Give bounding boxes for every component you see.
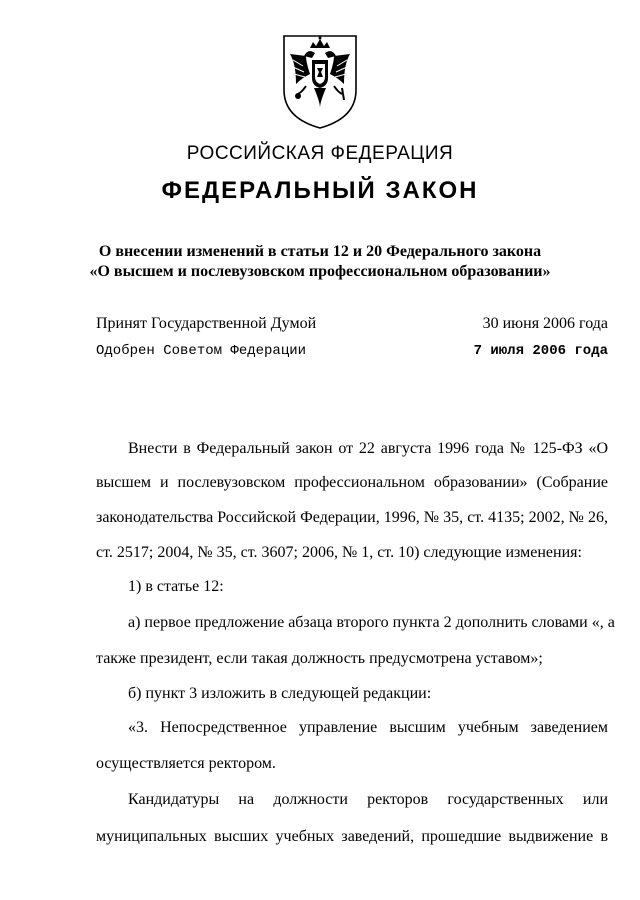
council-date: 7 июля 2006 года xyxy=(473,343,608,359)
document-type-heading: ФЕДЕРАЛЬНЫЙ ЗАКОН xyxy=(161,177,479,204)
body-line: Кандидатуры на должности ректоров государственных или xyxy=(128,791,608,808)
country-heading: РОССИЙСКАЯ ФЕДЕРАЦИЯ xyxy=(186,143,454,164)
duma-label: Принят Государственной Думой xyxy=(96,315,317,332)
duma-date: 30 июня 2006 года xyxy=(482,315,608,332)
body-line: осуществляется ректором. xyxy=(96,755,276,772)
body-line: Внести в Федеральный закон от 22 августа 1996 года № 125-ФЗ «О xyxy=(128,440,608,457)
body-line: б) пункт 3 изложить в следующей редакции: xyxy=(128,685,432,702)
body-line: также президент, если такая должность предусмотрена уставом»; xyxy=(96,650,543,667)
council-label: Одобрен Советом Федерации xyxy=(96,343,307,359)
body-line: законодательства Российской Федерации, 1996, № 35, ст. 4135; 2002, № 26, xyxy=(96,509,608,526)
body-line: 1) в статье 12: xyxy=(128,578,224,595)
body-line: высшем и послевузовском профессиональном образовании» (Собрание xyxy=(96,474,608,491)
body-line: «3. Непосредственное управление высшим учебным заведением xyxy=(128,719,608,736)
body-line: а) первое предложение абзаца второго пункта 2 дополнить словами «, а xyxy=(128,614,615,631)
law-title-line: О внесении изменений в статьи 12 и 20 Федерального закона xyxy=(98,243,542,260)
law-title-line: «О высшем и послевузовском профессиональном образовании» xyxy=(89,263,551,280)
duma-adoption-line xyxy=(96,315,608,335)
law-title xyxy=(0,242,640,282)
council-approval-line xyxy=(96,343,608,363)
body-line: ст. 2517; 2004, № 35, ст. 3607; 2006, № 1, ст. 10) следующие изменения: xyxy=(96,544,582,561)
body-line: муниципальных высших учебных заведений, прошедшие выдвижение в xyxy=(96,828,608,845)
coat-of-arms-emblem xyxy=(280,30,360,130)
